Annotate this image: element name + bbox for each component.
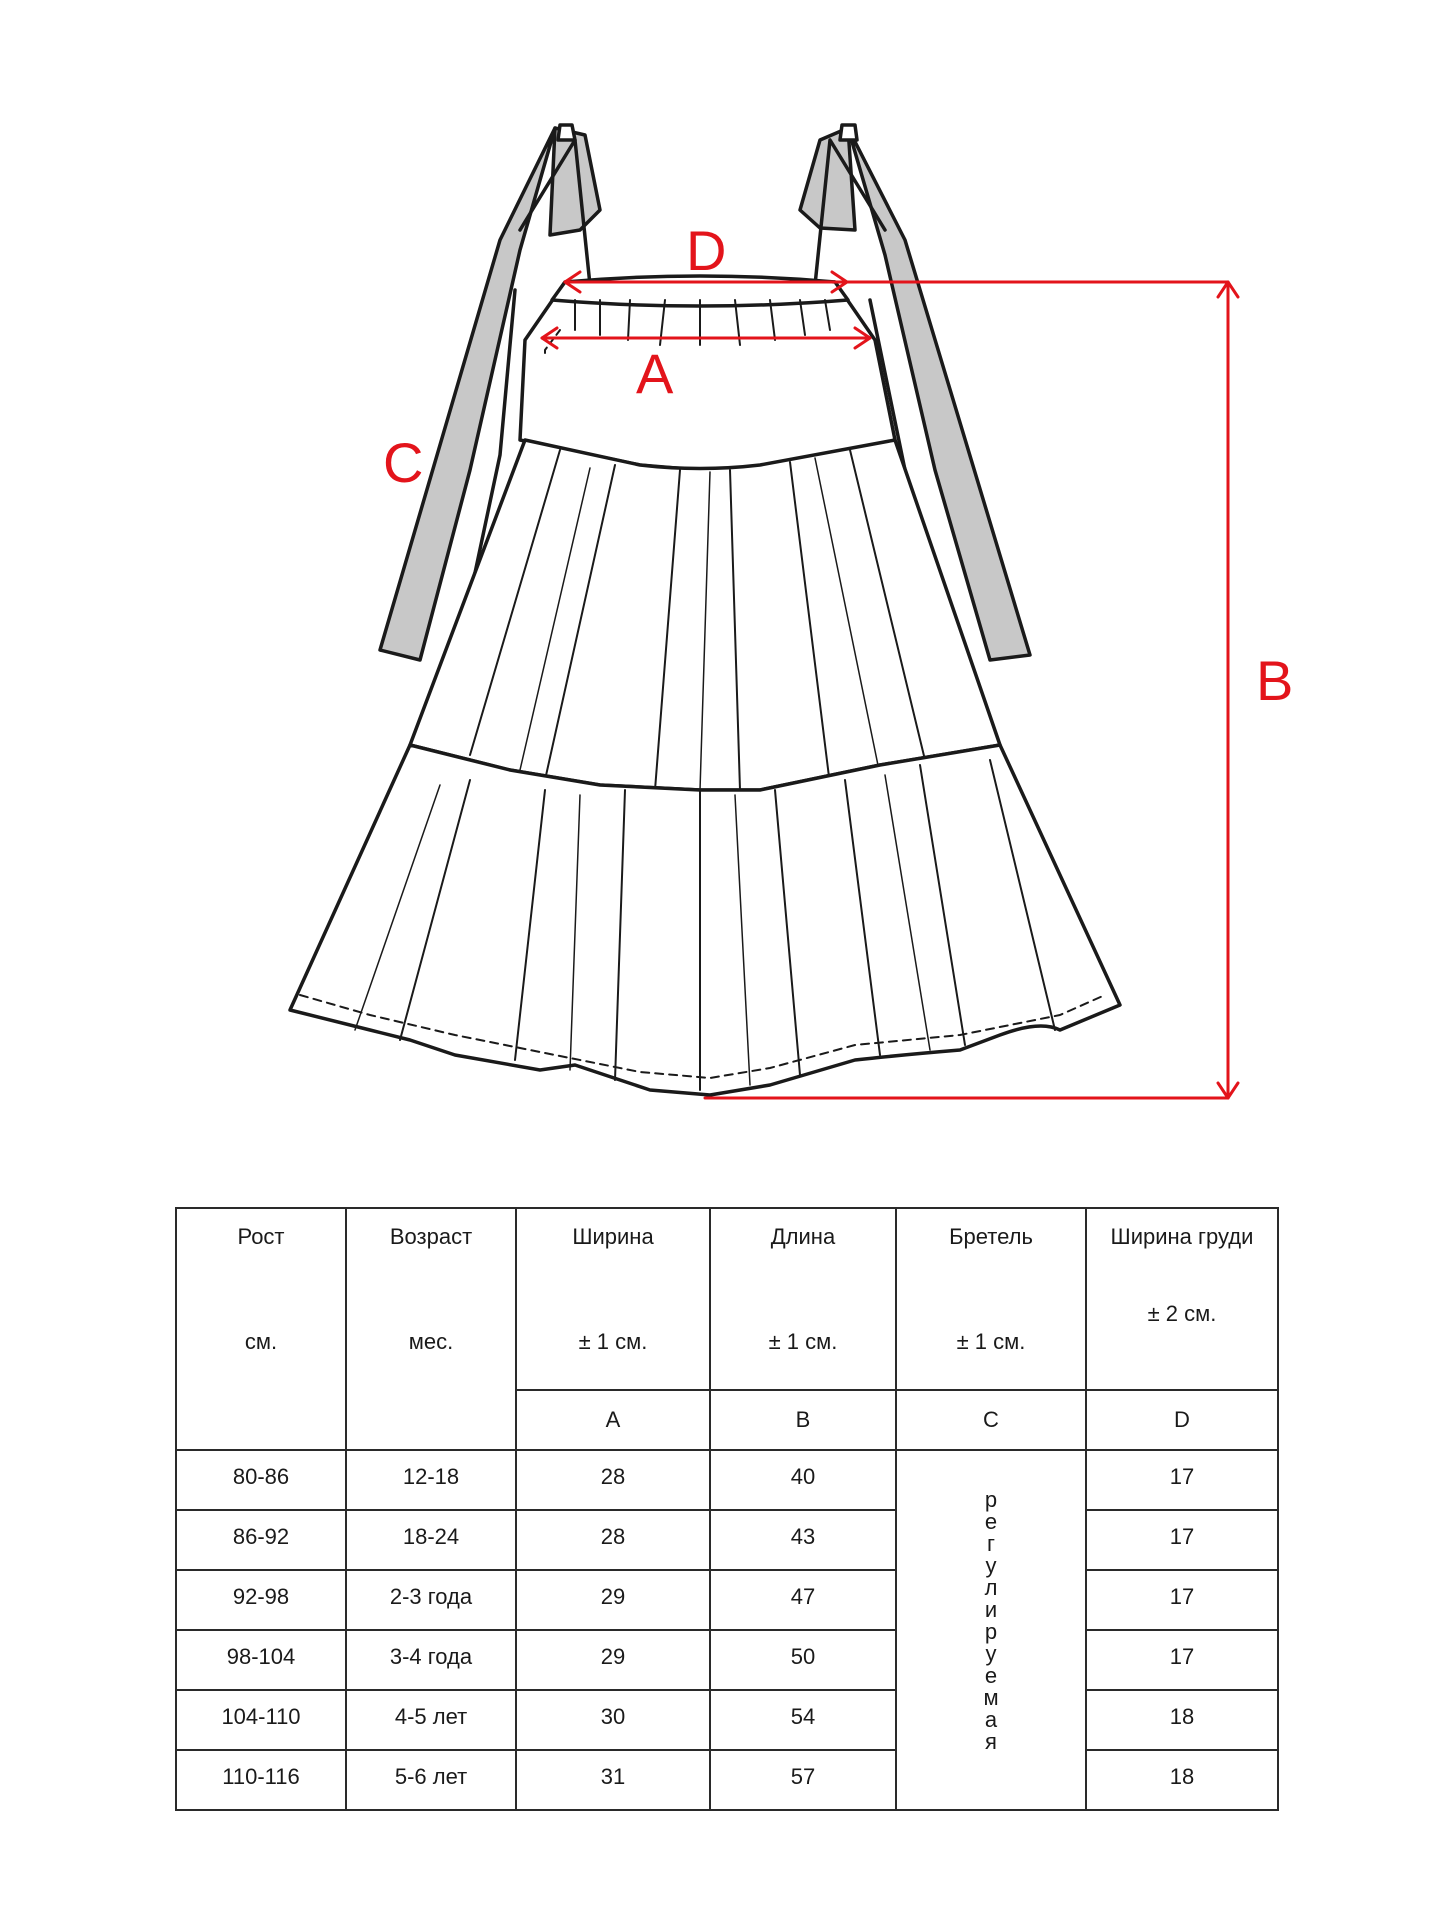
letter-d: D	[1086, 1390, 1278, 1450]
strap-letter: а	[984, 1707, 998, 1732]
bottom-tier	[290, 745, 1120, 1095]
label-a: A	[636, 342, 674, 405]
cell-height: 86-92	[176, 1510, 346, 1570]
header-chest-width: Ширина груди ± 2 см.	[1086, 1208, 1278, 1390]
table-row	[176, 1630, 1278, 1690]
cell-d: 18	[1086, 1690, 1278, 1750]
cell-age: 18-24	[346, 1510, 516, 1570]
strap-letter: е	[984, 1509, 998, 1534]
cell-d: 17	[1086, 1510, 1278, 1570]
header-strap: Бретель ± 1 см.	[896, 1208, 1086, 1390]
strap-letter: л	[984, 1575, 998, 1600]
cell-d: 17	[1086, 1570, 1278, 1630]
cell-age: 5-6 лет	[346, 1750, 516, 1810]
strap-letter: р	[984, 1619, 998, 1644]
cell-d: 17	[1086, 1450, 1278, 1510]
letter-b: B	[710, 1390, 896, 1450]
cell-height: 92-98	[176, 1570, 346, 1630]
cell-age: 4-5 лет	[346, 1690, 516, 1750]
cell-age: 2-3 года	[346, 1570, 516, 1630]
cell-a: 28	[516, 1450, 710, 1510]
label-d: D	[686, 219, 727, 282]
cell-b: 50	[710, 1630, 896, 1690]
strap-letter: я	[985, 1729, 997, 1754]
bodice	[520, 282, 895, 470]
table-row	[176, 1450, 1278, 1510]
right-strap-knot	[840, 125, 857, 140]
header-row	[176, 1208, 1278, 1390]
strap-letter: е	[984, 1663, 998, 1688]
label-c: C	[383, 431, 424, 494]
cell-height: 98-104	[176, 1630, 346, 1690]
cell-height: 80-86	[176, 1450, 346, 1510]
size-table	[175, 1207, 1279, 1811]
cell-a: 30	[516, 1690, 710, 1750]
strap-letter: р	[984, 1487, 998, 1512]
letter-a: A	[516, 1390, 710, 1450]
strap-letter: у	[985, 1553, 997, 1578]
letter-c: C	[896, 1390, 1086, 1450]
strap-adjustable-text	[897, 1451, 1085, 1753]
cell-a: 29	[516, 1630, 710, 1690]
header-age: Возраст мес.	[346, 1208, 516, 1450]
strap-letter: и	[984, 1597, 998, 1622]
header-length: Длина ± 1 см.	[710, 1208, 896, 1390]
header-width: Ширина ± 1 см.	[516, 1208, 710, 1390]
cell-height: 104-110	[176, 1690, 346, 1750]
cell-b: 43	[710, 1510, 896, 1570]
cell-a: 31	[516, 1750, 710, 1810]
cell-d: 18	[1086, 1750, 1278, 1810]
cell-b: 54	[710, 1690, 896, 1750]
table-row	[176, 1570, 1278, 1630]
cell-a: 29	[516, 1570, 710, 1630]
strap-letter: у	[985, 1641, 997, 1666]
strap-letter: м	[983, 1685, 999, 1710]
cell-b: 40	[710, 1450, 896, 1510]
header-height: Рост см.	[176, 1208, 346, 1450]
cell-d: 17	[1086, 1630, 1278, 1690]
left-strap-knot	[558, 125, 575, 140]
cell-height: 110-116	[176, 1750, 346, 1810]
cell-age: 3-4 года	[346, 1630, 516, 1690]
label-b: B	[1256, 649, 1294, 712]
strap-adjustable-cell	[896, 1450, 1086, 1810]
table-row	[176, 1750, 1278, 1810]
strap-letter: г	[986, 1531, 996, 1556]
table-row	[176, 1510, 1278, 1570]
cell-age: 12-18	[346, 1450, 516, 1510]
cell-b: 57	[710, 1750, 896, 1810]
table-row	[176, 1690, 1278, 1750]
cell-a: 28	[516, 1510, 710, 1570]
cell-b: 47	[710, 1570, 896, 1630]
